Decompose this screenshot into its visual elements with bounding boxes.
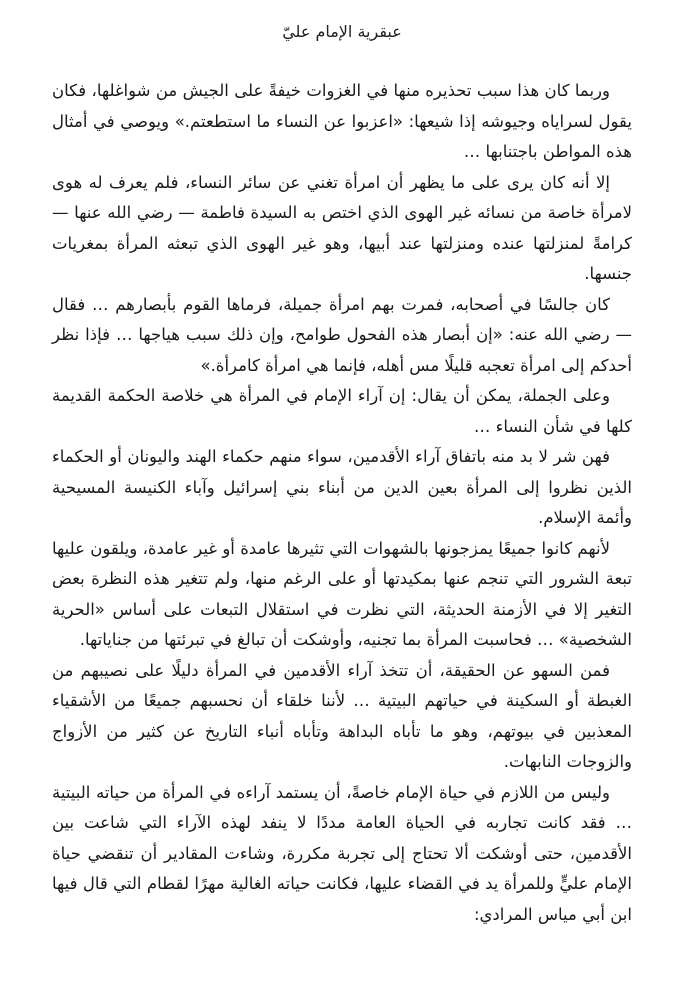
paragraph: فمن السهو عن الحقيقة، أن تتخذ آراء الأقدمين في المرأة دليلًا على نصيبهم من الغبطة أو السكينة في حياتهم البيتية … لأننا خلقاء أن نحسبهم جميعًا من الأشقياء المعذبين في بيوتهم، وهو ما تأباه البداهة وتأباه أنباء التاريخ عن كثير من الأزواج والزوجات النابهات. xyxy=(52,660,632,771)
paragraph: لأنهم كانوا جميعًا يمزجونها بالشهوات التي تثيرها عامدة أو غير عامدة، ويلقون عليها تبعة الشرور التي تنجم عنها بمكيدتها أو على الرغم منها، ولم تتغير هذه النظرة بعض التغير إلا في الأزمنة الحديثة، التي نظرت في استقلال التبعات على أساس «الحرية الشخصية» … فحاسبت المرأة بما تجنيه، وأوشكت أن تبالغ في تبرئتها من جناياتها. xyxy=(52,538,632,649)
running-header-title: عبقرية الإمام عليّ xyxy=(282,22,402,41)
paragraph: كان جالسًا في أصحابه، فمرت بهم امرأة جميلة، فرماها القوم بأبصارهم … فقال — رضي الله عنه: «إن أبصار هذه الفحول طوامح، وإن ذلك سبب هياجها … فإذا نظر أحدكم إلى امرأة تعجبه قليلًا مس أهله، فإنما هي امرأة كامرأة.» xyxy=(52,294,632,375)
paragraph: إلا أنه كان يرى على ما يظهر أن امرأة تغني عن سائر النساء، فلم يعرف له هوى لامرأة خاصة من نسائه غير الهوى الذي اختص به السيدة فاطمة — رضي الله عنها — كرامةً لمنزلتها عنده ومنزلتها عند أبيها، وهو غير الهوى الذي تبعثه المرأة بمغريات جنسها. xyxy=(52,172,632,283)
paragraph: وليس من اللازم في حياة الإمام خاصةً، أن يستمد آراءه في المرأة من حياته البيتية … فقد كانت تجاربه في الحياة العامة مددًا لا ينفد لهذه الآراء التي شاعت بين الأقدمين، حتى أوشكت ألا تحتاج إلى تجربة مكررة، وشاءت المقادير أن تنقضي حياة الإمام عليٍّ وللمرأة يد في القضاء عليها، فكانت حياته الغالية مهرًا لقطام التي قال فيها ابن أبي مياس المرادي: xyxy=(52,782,632,924)
paragraph: وعلى الجملة، يمكن أن يقال: إن آراء الإمام في المرأة هي خلاصة الحكمة القديمة كلها في شأن النساء … xyxy=(52,386,632,436)
paragraph: وربما كان هذا سبب تحذيره منها في الغزوات خيفةً على الجيش من شواغلها، فكان يقول لسراياه وجيوشه إذا شيعها: «اعزبوا عن النساء ما استطعتم.» ويوصي في أمثال هذه المواطن باجتنابها … xyxy=(52,81,632,161)
body-text xyxy=(52,76,632,930)
paragraph: فهن شر لا بد منه باتفاق آراء الأقدمين، سواء منهم حكماء الهند واليونان أو الحكماء الذين نظروا إلى المرأة بعين الدين من أبناء بني إسرائيل وآباء الكنيسة المسيحية وأئمة الإسلام. xyxy=(52,447,632,527)
